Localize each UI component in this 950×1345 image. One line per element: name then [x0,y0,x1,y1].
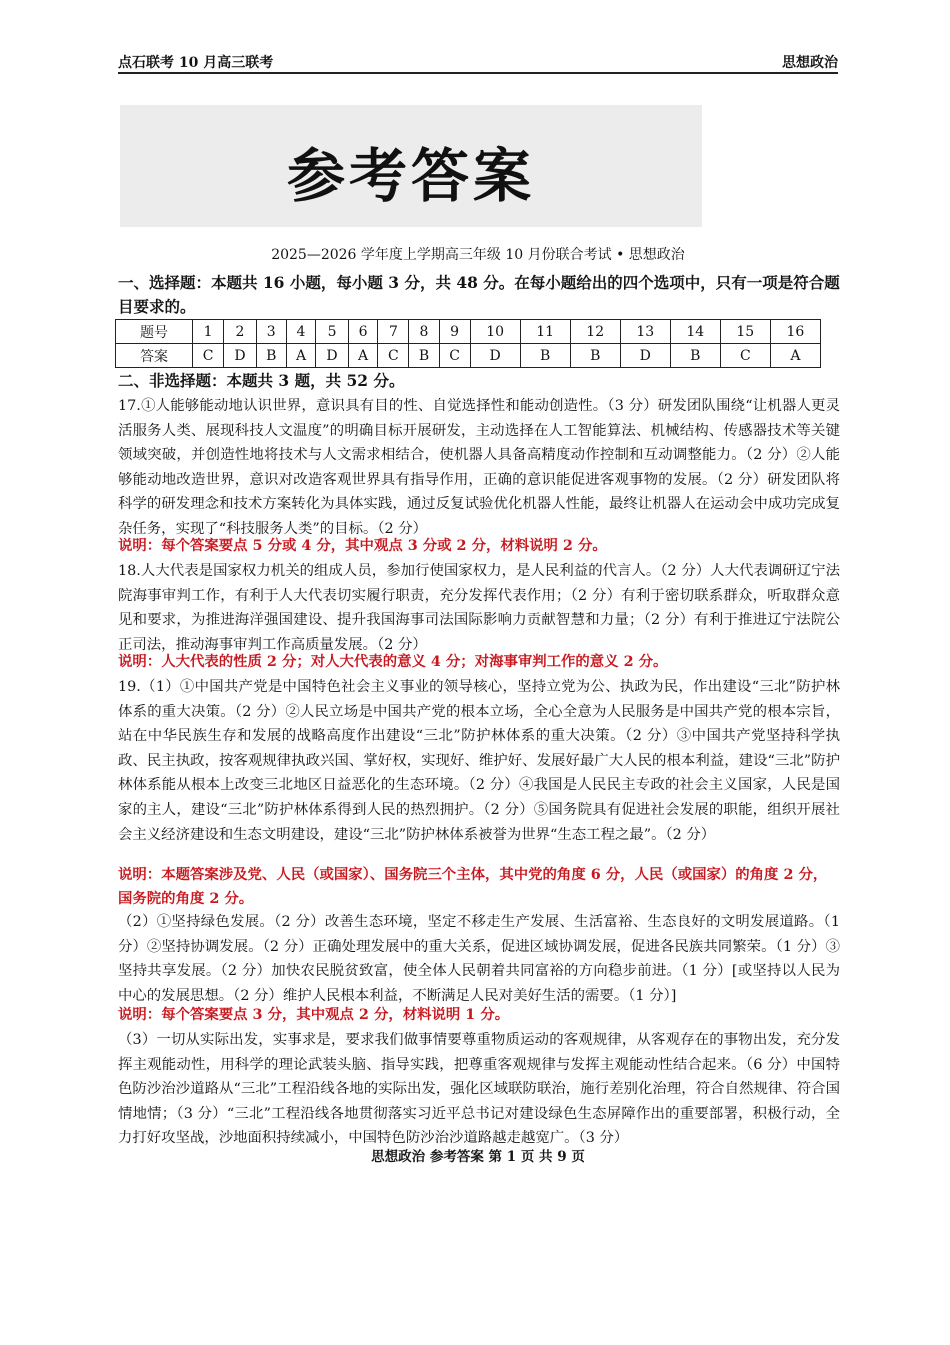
note-text: 每个答案要点 5 分或 4 分，其中观点 3 分或 2 分，材料说明 2 分。 [161,537,607,554]
answer-cell: B [256,344,286,368]
answer-cell: D [470,344,520,368]
answer-cell: C [720,344,770,368]
note-text: 本题答案涉及党、人民（或国家）、国务院三个主体，其中党的角度 6 分，人民（或国家）的角度 2 分，国务院的角度 2 分。 [118,866,828,907]
q17-answer: 17.①人能够能动地认识世界，意识具有目的性、自觉选择性和能动创造性。（3 分）研发团队围绕“让机器人更灵活服务人类、展现科技人文温度”的明确目标开展研发，主动选择在人工智能算法、机械结构、传感器技术等关键领域突破，并创造性地将技术与人文需求相结合，使机器人具备高精度动作控制和互动调整能力。（2 分）②人能够能动地改造世界，意识对改造客观世界具有指导作用，正确的意识能促进客观事物的发展。（2 分）研发团队将科学的研发理念和技术方案转化为具体实践，通过反复试验优化机器人性能，最终让机器人在运动会中成功完成复杂任务，实现了“科技服务人类”的目标。（2 分） [118,398,840,537]
q19-part2-note [118,1003,840,1027]
q19-part1-answer: 19.（1）①中国共产党是中国特色社会主义事业的领导核心，坚持立党为公、执政为民，作出建设“三北”防护林体系的重大决策。（2 分）②人民立场是中国共产党的根本立场，全心全意为人民服务是中国共产党的根本宗旨，站在中华民族生存和发展的战略高度作出建设“三北”防护林体系的重大决策。（2 分）③中国共产党坚持科学执政、民主执政，按客观规律执政兴国、掌好权，实现好、维护好、发展好最广大人民的根本利益，建设“三北”防护林体系能从根本上改变三北地区日益恶化的生态环境。（2 分）④我国是人民民主专政的社会主义国家，人民是国家的主人，建设“三北”防护林体系得到人民的热烈拥护。（2 分）⑤国务院具有促进社会发展的职能，组织开展社会主义经济建设和生态文明建设，建设“三北”防护林体系被誉为世界“生态工程之最”。（2 分） [118,679,840,843]
section-2-heading: 二、非选择题：本题共 3 题，共 52 分。 [118,371,405,390]
q18-answer: 18.人大代表是国家权力机关的组成人员，参加行使国家权力，是人民利益的代言人。（2 分）人大代表调研辽宁法院海事审判工作，有利于人大代表切实履行职责，充分发挥代表作用；（2 分）有利于密切联系群众，听取群众意见和要求，为推进海洋强国建设、提升我国海事司法国际影响力贡献智慧和力量；（2 分）有利于推进辽宁法院公正司法，推动海事审判工作高质量发展。（2 分） [118,563,840,653]
question-number-row [116,320,821,344]
answer-cell: A [770,344,820,368]
answer-cell: C [378,344,409,368]
question-number: 6 [348,320,378,344]
q17-note [118,534,840,558]
note-text: 人大代表的性质 2 分；对人大代表的意义 4 分；对海事审判工作的意义 2 分。 [161,653,668,670]
q18-note [118,650,840,674]
q19-part2-answer: （2）①坚持绿色发展。（2 分）改善生态环境，坚定不移走生产发展、生活富裕、生态良好的文明发展道路。（1 分）②坚持协调发展。（2 分）正确处理发展中的重大关系，促进区域协调发展，促进各民族共同繁荣。（1 分）③坚持共享发展。（2 分）加快农民脱贫致富，使全体人民朝着共同富裕的方向稳步前进。（1 分）[或坚持以人民为中心的发展思想。（2 分）维护人民根本利益，不断满足人民对美好生活的需要。（1 分）] [118,914,840,1004]
answer-cell: C [193,344,224,368]
answer-cell: C [439,344,470,368]
answer-table [115,319,821,368]
answer-cell: B [570,344,620,368]
header-exam-name: 点石联考 10 月高三联考 [118,55,274,71]
q19-part1-note [118,863,840,911]
question-number: 10 [470,320,520,344]
answer-cell: D [316,344,349,368]
answer-cell: B [520,344,570,368]
question-number: 15 [720,320,770,344]
question-number: 7 [378,320,409,344]
header-subject: 思想政治 [782,55,838,71]
question-number: 2 [224,320,257,344]
question-number: 3 [256,320,286,344]
q19-part3-answer: （3）一切从实际出发，实事求是，要求我们做事情要尊重物质运动的客观规律，从客观存在的事物出发，充分发挥主观能动性，用科学的理论武装头脑、指导实践，把尊重客观规律与发挥主观能动性结合起来。（6 分）中国特色防沙治沙道路从“三北”工程沿线各地的实际出发，强化区域联防联治，施行差别化治理，符合自然规律、符合国情地情；（3 分）“三北”工程沿线各地贯彻落实习近平总书记对建设绿色生态屏障作出的重要部署，积极行动，全力打好攻坚战，沙地面积持续减小，中国特色防沙治沙道路越走越宽广。（3 分） [118,1032,840,1147]
answer-row [116,344,821,368]
question-number: 14 [670,320,720,344]
question-number: 11 [520,320,570,344]
note-label: 说明： [118,866,162,883]
answer-cell: A [348,344,378,368]
title-banner [120,105,702,227]
row-label-answer: 答案 [116,344,193,368]
answer-cell: B [409,344,439,368]
note-label: 说明： [118,537,162,554]
question-number: 8 [409,320,439,344]
page-footer: 思想政治 参考答案 第 1 页 共 9 页 [371,1149,585,1165]
note-label: 说明： [118,653,162,670]
question-number: 4 [286,320,316,344]
question-number: 12 [570,320,620,344]
banner-title: 参考答案 [286,142,535,210]
note-label: 说明： [118,1006,162,1023]
question-number: 1 [193,320,224,344]
answer-cell: B [670,344,720,368]
question-number: 13 [620,320,670,344]
page-header [118,50,838,74]
answer-cell: D [224,344,257,368]
exam-title: 2025—2026 学年度上学期高三年级 10 月份联合考试 • 思想政治 [271,247,685,263]
note-text: 每个答案要点 3 分，其中观点 2 分，材料说明 1 分。 [161,1006,510,1023]
section-1-heading: 一、选择题：本题共 16 小题，每小题 3 分，共 48 分。在每小题给出的四个选项中，只有一项是符合题目要求的。 [118,273,840,316]
question-number: 5 [316,320,349,344]
answer-cell: A [286,344,316,368]
question-number: 9 [439,320,470,344]
answer-cell: D [620,344,670,368]
question-number: 16 [770,320,820,344]
row-label-number: 题号 [116,320,193,344]
